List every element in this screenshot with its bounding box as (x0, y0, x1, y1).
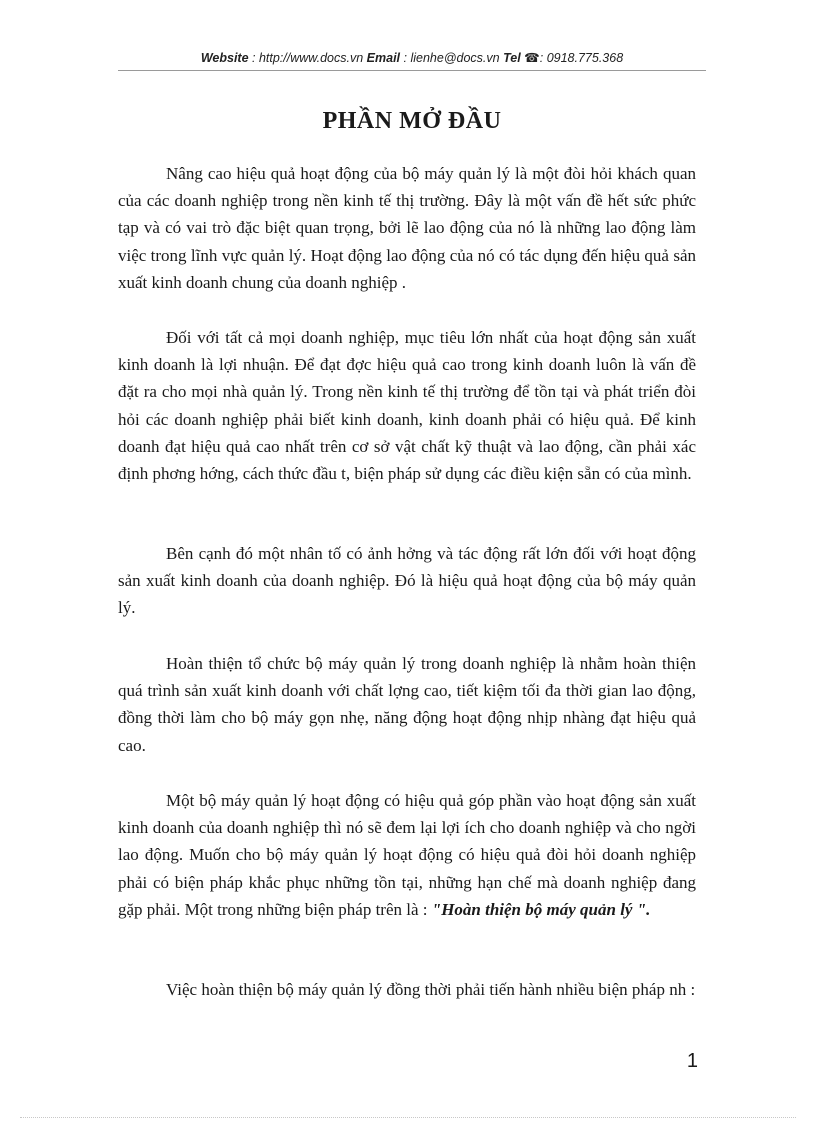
page-header (118, 50, 706, 65)
header-divider (118, 70, 706, 71)
page-title: PHẦN MỞ ĐẦU (322, 108, 502, 134)
website-value: : http://www.docs.vn (252, 51, 364, 65)
tel-value: : 0918.775.368 (539, 51, 624, 65)
page-number: 1 (686, 1050, 698, 1072)
paragraph-4: Hoàn thiện tổ chức bộ máy quản lý trong doanh nghiệp là nhằm hoàn thiện quá trình sản xuất kinh doanh với chất lợng cao, tiết kiệm tối đa thời gian lao động, đồng thời làm cho bộ máy gọn nhẹ, năng động hoạt động nhịp nhàng đạt hiệu quả cao. (118, 654, 696, 755)
paragraph-5 (118, 787, 696, 923)
paragraph-5-text: Một bộ máy quản lý hoạt động có hiệu quả góp phần vào hoạt động sản xuất kinh doanh của doanh nghiệp thì nó sẽ đem lại lợi ích cho doanh nghiệp và cho ngời lao động. Muốn cho bộ máy quản lý hoạt động có hiệu quả đòi hỏi doanh nghiệp phải có biện pháp khắc phục những tồn tại, những hạn chế mà doanh nghiệp đang gặp phải. Một trong những biện pháp trên là : (118, 791, 696, 919)
paragraph-1: Nâng cao hiệu quả hoạt động của bộ máy quản lý là một đòi hỏi khách quan của các doanh nghiệp trong nền kinh tế thị trường. Đây là một vấn đề hết sức phức tạp và có vai trò đặc biệt quan trọng, bởi lẽ lao động của nó là những lao động làm việc trong lĩnh vực quản lý. Hoạt động lao động của nó có tác dụng đến hiệu quả sản xuất kinh doanh chung của doanh nghiệp . (118, 164, 696, 292)
website-label: Website (200, 51, 249, 65)
paragraph-3: Bên cạnh đó một nhân tố có ảnh hởng và tác động rất lớn đối với hoạt động sản xuất kinh doanh của doanh nghiệp. Đó là hiệu quả hoạt động của bộ máy quản lý. (118, 544, 696, 618)
email-value: : lienhe@docs.vn (403, 51, 500, 65)
email-label: Email (366, 51, 401, 65)
page-bottom-border (20, 1117, 796, 1118)
phone-icon: ☎ (524, 51, 540, 65)
tel-label: Tel (503, 51, 521, 65)
paragraph-6: Việc hoàn thiện bộ máy quản lý đồng thời phải tiến hành nhiều biện pháp nh : (166, 980, 696, 999)
paragraph-2: Đối với tất cả mọi doanh nghiệp, mục tiêu lớn nhất của hoạt động sản xuất kinh doanh là lợi nhuận. Để đạt đợc hiệu quả cao trong kinh doanh luôn là vấn đề đặt ra cho mọi nhà quản lý. Trong nền kinh tế thị trường để tồn tại và phát triển đòi hỏi các doanh nghiệp phải biết kinh doanh, kinh doanh phải có hiệu quả. Để kinh doanh đạt hiệu quả cao nhất trên cơ sở vật chất kỹ thuật và lao động, cần phải xác định phơng hớng, cách thức đầu t, biện pháp sử dụng các điều kiện sẵn có của mình. (118, 328, 696, 484)
paragraph-5-emphasis: "Hoàn thiện bộ máy quản lý ". (431, 899, 651, 919)
